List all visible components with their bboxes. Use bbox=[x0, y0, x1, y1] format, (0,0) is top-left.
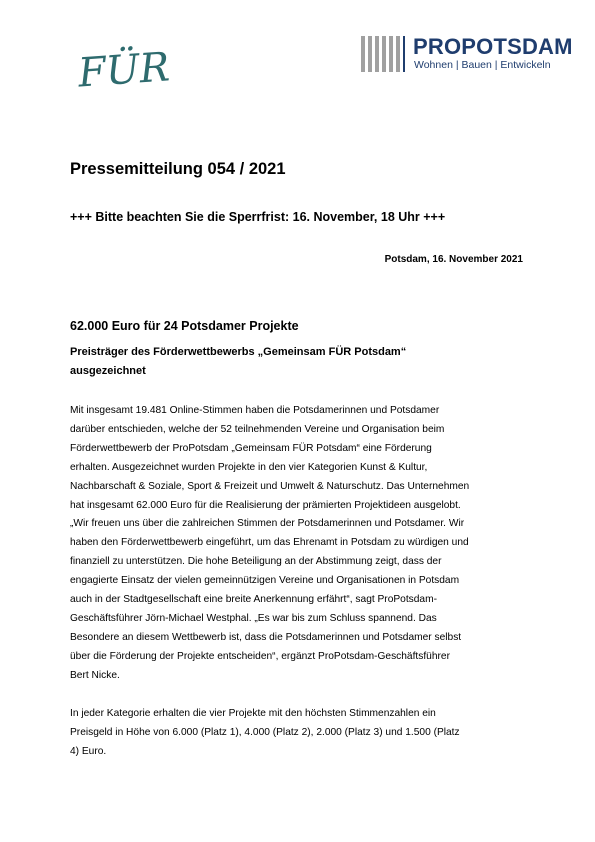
subheadline-line: ausgezeichnet bbox=[70, 365, 146, 377]
paragraph-line: haben den Förderwettbewerb eingeführt, um das Ehrenamt in Potsdam zu würdigen und bbox=[70, 537, 469, 549]
fuer-logo-text: FÜR bbox=[76, 44, 172, 94]
fuer-logo bbox=[76, 40, 192, 94]
propotsdam-wordmark: PROPOTSDAM bbox=[413, 34, 573, 59]
paragraph-line: 4) Euro. bbox=[70, 745, 107, 757]
paragraph-line: Nachbarschaft & Soziale, Sport & Freizeit und Umwelt & Naturschutz. Das Unternehmen bbox=[70, 480, 470, 492]
paragraph-line: finanziell zu unterstützen. Die hohe Beteiligung an der Abstimmung zeigt, dass der bbox=[70, 556, 442, 568]
paragraph-line: auch in der Stadtgesellschaft eine breite Anerkennung erfährt“, sagt ProPotsdam- bbox=[70, 594, 437, 606]
dateline: Potsdam, 16. November 2021 bbox=[384, 254, 523, 265]
paragraph-line: über die Förderung der Projekte entscheiden“, ergänzt ProPotsdam-Geschäftsführer bbox=[70, 650, 450, 662]
body-paragraph-1 bbox=[70, 402, 510, 686]
propotsdam-tagline: Wohnen | Bauen | Entwickeln bbox=[414, 59, 551, 71]
propotsdam-bars-icon bbox=[361, 34, 407, 74]
paragraph-line: darüber entschieden, welche der 52 teilnehmenden Vereine und Organisation beim bbox=[70, 423, 445, 435]
press-release-title: Pressemitteilung 054 / 2021 bbox=[70, 160, 286, 178]
paragraph-line: Förderwettbewerb der ProPotsdam „Gemeinsam FÜR Potsdam“ eine Förderung bbox=[70, 442, 432, 454]
propotsdam-logo bbox=[361, 34, 573, 74]
subheadline bbox=[70, 343, 450, 381]
paragraph-line: Preisgeld in Höhe von 6.000 (Platz 1), 4.000 (Platz 2), 2.000 (Platz 3) und 1.500 (Platz bbox=[70, 726, 460, 738]
paragraph-line: Geschäftsführer Jörn-Michael Westphal. „Es war bis zum Schluss spannend. Das bbox=[70, 612, 437, 624]
paragraph-line: engagierte Einsatz der vielen gemeinnützigen Vereine und Organisationen in Potsdam bbox=[70, 575, 460, 587]
subheadline-line: Preisträger des Förderwettbewerbs „Gemeinsam FÜR Potsdam“ bbox=[70, 346, 407, 358]
paragraph-line: „Wir freuen uns über die zahlreichen Stimmen der Potsdamerinnen und Potsdamer. Wir bbox=[70, 518, 465, 530]
body-paragraph-2 bbox=[70, 705, 510, 762]
paragraph-line: Mit insgesamt 19.481 Online-Stimmen haben die Potsdamerinnen und Potsdamer bbox=[70, 405, 440, 416]
fuer-logo-graphic bbox=[76, 40, 192, 94]
paragraph-line: hat insgesamt 62.000 Euro für die Realisierung der prämierten Projektideen ausgelobt. bbox=[70, 499, 461, 511]
paragraph-line: Besondere an diesem Wettbewerb ist, dass die Potsdamerinnen und Potsdamer selbst bbox=[70, 631, 462, 643]
embargo-notice: +++ Bitte beachten Sie die Sperrfrist: 16. November, 18 Uhr +++ bbox=[70, 210, 446, 224]
headline: 62.000 Euro für 24 Potsdamer Projekte bbox=[70, 319, 299, 333]
paragraph-line: erhalten. Ausgezeichnet wurden Projekte in den vier Kategorien Kunst & Kultur, bbox=[70, 461, 428, 473]
paragraph-line: In jeder Kategorie erhalten die vier Projekte mit den höchsten Stimmenzahlen ein bbox=[70, 708, 436, 719]
paragraph-line: Bert Nicke. bbox=[70, 669, 120, 681]
